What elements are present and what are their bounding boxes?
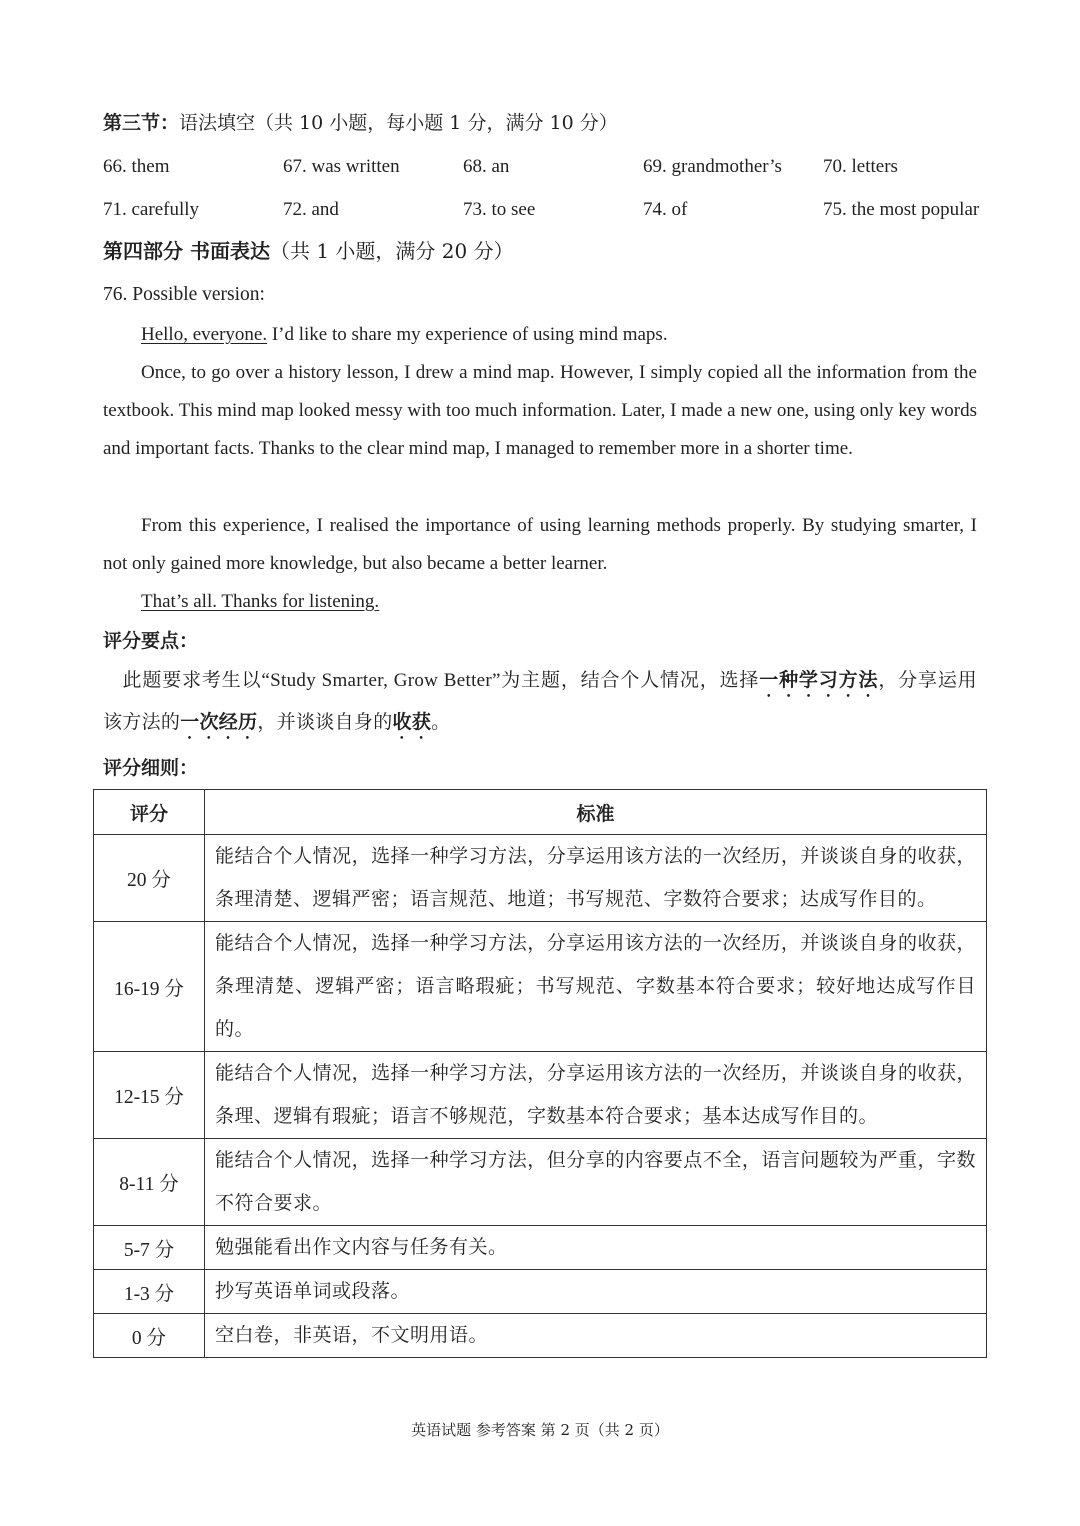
table-row — [94, 1226, 987, 1270]
answer-item: 70. letters — [823, 156, 898, 177]
scoring-rubric-table — [93, 789, 987, 1358]
essay-greeting — [103, 316, 977, 354]
section3-heading-detail: 语法填空（共 10 小题，每小题 1 分，满分 10 分） — [179, 112, 618, 134]
part4-heading-label: 第四部分 书面表达 — [103, 239, 270, 263]
part4-heading-detail: （共 1 小题，满分 20 分） — [269, 239, 514, 263]
score-cell: 1-3 分 — [94, 1270, 205, 1314]
scoring-details-heading: 评分细则： — [103, 757, 199, 779]
answer-item: 73. to see — [463, 199, 536, 220]
emphasis-gains: 收获 — [392, 712, 432, 733]
scoring-text-d: 。 — [431, 712, 451, 733]
column-header-standard: 标准 — [205, 790, 987, 835]
standard-cell: 能结合个人情况，选择一种学习方法，分享运用该方法的一次经历，并谈谈自身的收获，条理清楚、逻辑严密；语言规范、地道；书写规范、字数符合要求；达成写作目的。 — [205, 835, 987, 922]
standard-cell: 空白卷，非英语，不文明用语。 — [205, 1314, 987, 1358]
essay-paragraph-2 — [103, 507, 977, 583]
answer-item: 71. carefully — [103, 199, 200, 220]
score-cell: 12-15 分 — [94, 1052, 205, 1139]
table-row — [94, 1139, 987, 1226]
essay-paragraph-2-text: From this experience, I realised the importance of using learning methods properly. By studying smarter, I not only gained more knowledge, but also became a better learner. — [103, 515, 977, 574]
table-row — [94, 922, 987, 1052]
scoring-text-a: 此题要求考生以“Study Smarter, Grow Better”为主题，结合个人情况，选择 — [122, 670, 760, 691]
emphasis-learning-method: 一种学习方法 — [759, 670, 879, 691]
answer-item: 68. an — [463, 156, 510, 177]
essay-paragraph-1-text: Once, to go over a history lesson, I drew a mind map. However, I simply copied all the information from the textbook. This mind map looked messy with too much information. Later, I made a new one, using only key words and important facts. Thanks to the clear mind map, I managed to remember more in a shorter time. — [103, 362, 977, 459]
greeting-rest: I’d like to share my experience of using mind maps. — [267, 324, 668, 345]
table-row — [94, 1270, 987, 1314]
scoring-text-b: ，分享运用该方法的 — [103, 670, 977, 733]
standard-cell: 勉强能看出作文内容与任务有关。 — [205, 1226, 987, 1270]
section3-heading — [103, 114, 618, 133]
table-row — [94, 835, 987, 922]
table-row — [94, 1052, 987, 1139]
standard-cell: 能结合个人情况，选择一种学习方法，分享运用该方法的一次经历，并谈谈自身的收获，条理、逻辑有瑕疵；语言不够规范，字数基本符合要求；基本达成写作目的。 — [205, 1052, 987, 1139]
answer-item: 75. the most popular — [823, 199, 980, 220]
emphasis-experience: 一次经历 — [180, 712, 258, 733]
essay-paragraph-1 — [103, 354, 977, 468]
score-cell: 20 分 — [94, 835, 205, 922]
table-header-row — [94, 790, 987, 835]
answer-item: 74. of — [643, 199, 688, 220]
part4-heading — [103, 241, 514, 261]
score-cell: 0 分 — [94, 1314, 205, 1358]
scoring-points-heading: 评分要点： — [103, 630, 199, 652]
page-footer: 英语试题 参考答案 第 2 页（共 2 页） — [411, 1421, 669, 1439]
essay-closing — [103, 583, 977, 621]
scoring-text-c: ，并谈谈自身的 — [257, 712, 393, 733]
standard-cell: 能结合个人情况，选择一种学习方法，分享运用该方法的一次经历，并谈谈自身的收获，条理清楚、逻辑严密；语言略瑕疵；书写规范、字数基本符合要求；较好地达成写作目的。 — [205, 922, 987, 1052]
possible-version-label: 76. Possible version: — [103, 284, 265, 305]
answer-item: 67. was written — [283, 156, 400, 177]
answer-item: 66. them — [103, 156, 170, 177]
score-cell: 5-7 分 — [94, 1226, 205, 1270]
greeting-underlined: Hello, everyone. — [141, 324, 268, 345]
table-row — [94, 1314, 987, 1358]
standard-cell: 抄写英语单词或段落。 — [205, 1270, 987, 1314]
answer-item: 69. grandmother’s — [643, 156, 782, 177]
standard-cell: 能结合个人情况，选择一种学习方法，但分享的内容要点不全，语言问题较为严重，字数不符合要求。 — [205, 1139, 987, 1226]
closing-underlined: That’s all. Thanks for listening. — [141, 591, 380, 612]
answer-item: 72. and — [283, 199, 339, 220]
scoring-points-text — [103, 660, 977, 744]
score-cell: 8-11 分 — [94, 1139, 205, 1226]
column-header-score: 评分 — [94, 790, 205, 835]
score-cell: 16-19 分 — [94, 922, 205, 1052]
section3-heading-label: 第三节： — [103, 112, 180, 134]
